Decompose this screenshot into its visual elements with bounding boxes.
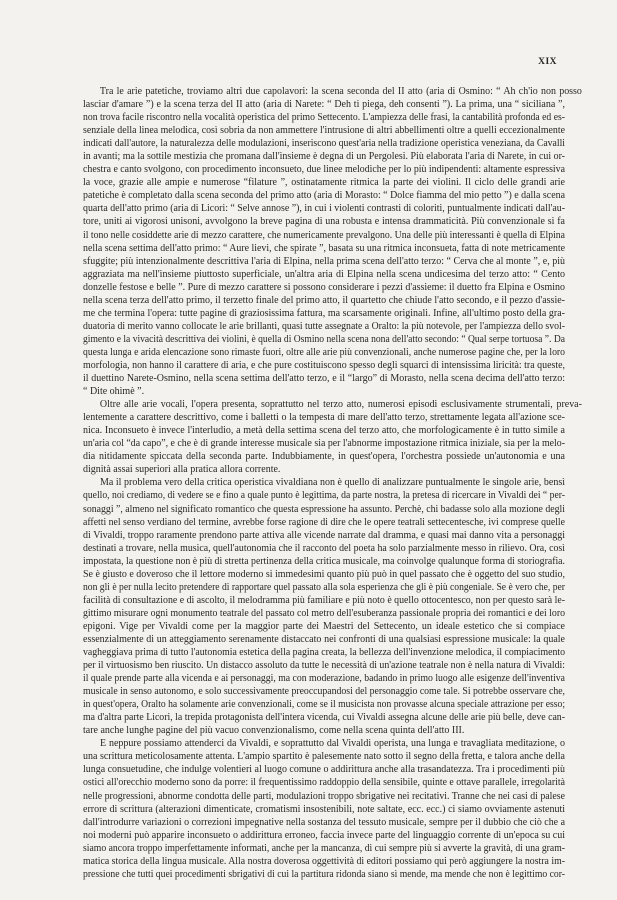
text-line: Oltre alle arie vocali, l'opera presenta, soprattutto nel terzo atto, numerosi episodi esclusivamente strumentali, preva- — [99, 399, 582, 411]
text-line: matica storica della lingua musicale. Alla nostra doverosa oggettività di editori possiamo qui però aggiungere la nostra im- — [83, 855, 565, 867]
text-line: me che termina l'opera: tutte pagine di graziosissima fattura, ma scarsamente originali. Infine, all'ultimo posto della gra- — [83, 307, 565, 319]
text-line: facilità di consultazione e di ascolto, il melodramma più familiare e più noto è quello ottocentesco, non per questo sarà le- — [83, 594, 565, 606]
text-line: nica. Inconsueto è invece l'interludio, a metà della settima scena del terzo atto, che morfologicamente è in tutto simile a — [83, 425, 565, 437]
text-line: dia nitidamente spiccata della seconda parte. Indubbiamente, in quest'opera, l'orchestra possiede un'autonomia e una — [83, 451, 565, 463]
text-line: una scrittura meticolosamente attenta. L'ampio spartito è palesemente nato sotto il segno della fretta, e talora anche della — [83, 751, 565, 763]
text-line: impostata, la questione non è più di stretta pertinenza della critica musicale, ma coinvolge qualunque forma di storiografia. — [83, 555, 565, 567]
text-line: sonaggi ”, almeno nel significato romantico che questa espressione ha assunto. Perchè, chi badasse solo alla mozione degli — [83, 503, 565, 515]
text-line: siamo ancora troppo imperfettamente informati, anche per la mancanza, di cui sempre più si avverte la gravità, di una gram- — [83, 842, 565, 854]
text-line: quello, noi crediamo, di vedere se e fino a quale punto è legittima, da parte nostra, la pretesa di ricercare in Vivaldi dei “ per- — [83, 490, 565, 502]
text-line: un'aria col “da capo”, e che è di grande interesse musicale sia per l'abnorme impostazione ritmica iniziale, sia per la melo- — [83, 438, 565, 450]
text-line: Ma il problema vero della critica operistica vivaldiana non è quello di analizzare puntualmente le singole arie, bensì — [100, 477, 565, 489]
text-line: ostici all'orecchio moderno sono da porre: il frequentissimo raddoppio della sensibile, quinte e ottave parallele, irregolarità — [83, 777, 565, 789]
text-line: chestra e canto svolgono, con procedimento inconsueto, due linee melodiche per lo più indipendenti: altamente espressiva — [83, 164, 565, 176]
text-line: in avanti; ma la sottile mestizia che promana dall'insieme è degna di un Pergolesi. Più elaborata l'aria di Narete, in cui or- — [83, 151, 565, 163]
text-line: gimento e la vivacità descrittiva dei violini, è quella di Osmino nella scena nona dell'atto secondo: “ Qual serpe tortuosa ”. Da — [83, 333, 565, 345]
text-line: il tono nelle cosiddette arie di mezzo carattere, che numericamente prevalgono. Una delle più interessanti è quella di Elpina — [83, 229, 565, 241]
text-line: dignità assai superiori alla pratica allora corrente. — [83, 464, 281, 476]
text-line: lunga consuetudine, che indulge volentieri al luogo comune o addirittura anche alla trasandatezza. Tra i procedimenti più — [83, 764, 565, 776]
text-line: il duettino Narete-Osmino, nella scena settima dell'atto terzo, e il “largo” di Morasto, nella scena decima dell'atto terzo: — [83, 373, 565, 385]
text-line: donzelle festose e belle ”. Pure di mezzo carattere si possono considerare i pezzi d'assieme: il duetto fra Elpina e Osmino — [83, 281, 565, 293]
text-line: indicati dall'autore, la naturalezza delle modulazioni, inseriscono quest'aria nella tradizione operistica veneziana, da Cavalli — [83, 138, 565, 150]
text-line: Se è giusto e doveroso che il lettore moderno si immedesimi quanto più può in quel passato che è oggetto del suo studio, — [83, 568, 565, 580]
text-line: errore di scrittura (alterazioni dimenticate, cromatismi insostenibili, note saltate, ecc. ecc.) ci siamo ovviamente astenuti — [83, 803, 565, 815]
text-line: E neppure possiamo attenderci da Vivaldi, e soprattutto dal Vivaldi operista, una lunga e travagliata meditazione, o — [100, 738, 565, 750]
text-line: tare anche lunghe pagine del più vacuo convenzionalismo, come nella scena quinta dell'atto III. — [83, 725, 465, 737]
text-line: destinati a trovare, nella musica, quell'autonomia che il racconto del poeta ha solo parzialmente messo in rilievo. Ora, così — [83, 542, 565, 554]
text-line: lasciar d'amare ”) e la scena terza del II atto (aria di Narete: “ Deh ti piega, deh consenti ”). La prima, una “ siciliana ”, — [83, 99, 565, 111]
body-text — [83, 85, 582, 881]
paragraph — [83, 398, 582, 476]
text-line: nella scena terza dell'atto primo, il terzetto finale del primo atto, il quartetto che chiude l'atto secondo, e il pezzo d'assie- — [83, 294, 565, 306]
text-line: lentemente a carattere descrittivo, come i balletti o la tempesta di mare dell'atto terzo, strettamente legata all'azione sce- — [83, 412, 565, 424]
text-line: affetti nel senso verdiano del termine, avrebbe forse ragione di dire che le opere teatrali settecentesche, ivi comprese quelle — [83, 516, 565, 528]
paragraph — [83, 737, 565, 881]
text-line: essenzialmente di un atteggiamento serenamente distaccato nei confronti di una qualsiasi espressione musicale: la quale — [83, 633, 565, 645]
text-line: non gli è per nulla lecito pretendere di rapportare quel passato alla sola esperienza che gli è più congeniale. Se è vero che, per — [83, 581, 565, 593]
paragraph — [83, 85, 582, 398]
page-number: XIX — [538, 57, 557, 67]
text-line: sfuggite; più intenzionalmente descrittiva l'aria di Elpina, nella prima scena dell'atto terzo: “ Cerva che al monte ”, e, più — [83, 255, 565, 267]
text-line: non trova facile riscontro nella vocalità operistica del primo Settecento. L'ampiezza delle frasi, la cantabilità profonda ed es- — [83, 112, 565, 124]
text-line: duatoria di merito vanno collocate le arie brillanti, quasi tutte assegnate a Oralto: la più notevole, per l'ampiezza dello svol- — [83, 320, 565, 332]
text-line: epigoni. Vige per Vivaldi come per la maggior parte dei Maestri del Settecento, un ideale estetico che si compiace — [83, 620, 565, 632]
text-line: gittimo misurare ogni monumento teatrale del passato col metro dell'esuberanza passionale propria dei romantici e dei loro — [83, 607, 565, 619]
text-line: vagheggiava prima di tutto l'autonomia estetica della pagina creata, la bellezza dell'invenzione melodica, il compiacimento — [83, 647, 565, 659]
paragraph — [83, 476, 565, 737]
text-line: dall'introdurre variazioni o correzioni impegnative nella sostanza del tessuto musicale, sempre per il dubbio che ciò che a — [83, 816, 565, 828]
text-line: questa lunga e arida elencazione sono rimaste fuori, oltre alle arie più convenzionali, anche numerose pagine che, per la loro — [83, 346, 565, 358]
text-line: “ Dite ohimè ”. — [83, 386, 145, 398]
text-line: pressione che tutti quei procedimenti sbrigativi di cui la partitura ridonda siano sì mende, ma mende che non è legittimo cor- — [83, 868, 565, 880]
text-line: morfologia, non hanno il carattere di aria, e che pure costituiscono spesso degli squarci di intensissima liricità: tra queste, — [83, 359, 565, 371]
text-line: quarta dell'atto primo (aria di Licori: “ Selve annose ”), in cui i violenti contrasti di coloriti, puntualmente indicati dall'au- — [83, 203, 565, 215]
text-line: ma d'altra parte Licori, la trepida protagonista dell'intera vicenda, cui Vivaldi assegna alcune delle arie più belle, deve can- — [83, 712, 565, 724]
text-line: nelle progressioni, abnorme condotta delle parti, modulazioni troppo sbrigative nei recitativi. Tranne che nei casi di palese — [83, 790, 565, 802]
text-line: musicale in senso autonomo, e solo successivamente preoccupandosi del personaggio come tale. Si potrebbe osservare che, — [83, 686, 565, 698]
text-line: il quale prende parte alla vicenda e ai personaggi, ma con moderazione, badando in primo luogo alle esigenze dell'inventiva — [83, 673, 565, 685]
text-line: in quest'opera, Oralto ha solamente arie convenzionali, come se il musicista non provasse alcuna speciale attrazione per esso; — [83, 699, 565, 711]
text-line: di Vivaldi, troppo raramente prendono parte attiva alle vicende narrate dal dramma, e quasi mai danno vita a personaggi — [83, 529, 565, 541]
text-line: la voce, grazie alle ampie e numerose “filature ”, ostinatamente ritmica la parte dei violini. Il ciclo delle grandi arie — [83, 177, 565, 189]
text-line: aggraziata ma nell'insieme piuttosto superficiale, un'altra aria di Elpina nella scena undicesima del terzo atto: “ Cento — [83, 268, 565, 280]
text-line: nella scena settima dell'atto primo: “ Aure lievi, che spirate ”, basata su una ritmica inconsueta, fatta di note metricamente — [83, 242, 565, 254]
text-line: senziale della linea melodica, così sobria da non ammettere l'intrusione di altri abbellimenti oltre a quelli eccezionalmente — [83, 125, 565, 137]
text-line: tore, uniti ai vigorosi unisoni, avvolgono la breve pagina di una robusta e intensa drammaticità. Più convenzionale si fa — [83, 216, 565, 228]
text-line: noi moderni può apparire inconsueto o addirittura erroneo, faccia invece parte del linguaggio corrente di un'epoca su cui — [83, 829, 565, 841]
text-line: per il virtuosismo ben riuscito. Un distacco assoluto da tutte le necessità di un'azione teatrale non è nella natura di Vivaldi: — [83, 660, 565, 672]
text-line: Tra le arie patetiche, troviamo altri due capolavori: la scena seconda del II atto (aria di Osmino: “ Ah ch'io non posso — [99, 86, 582, 97]
text-line: patetiche è completato dalla scena seconda del primo atto (aria di Morasto: “ Dolce fiamma del mio petto ”) e dalla scena — [83, 190, 565, 202]
